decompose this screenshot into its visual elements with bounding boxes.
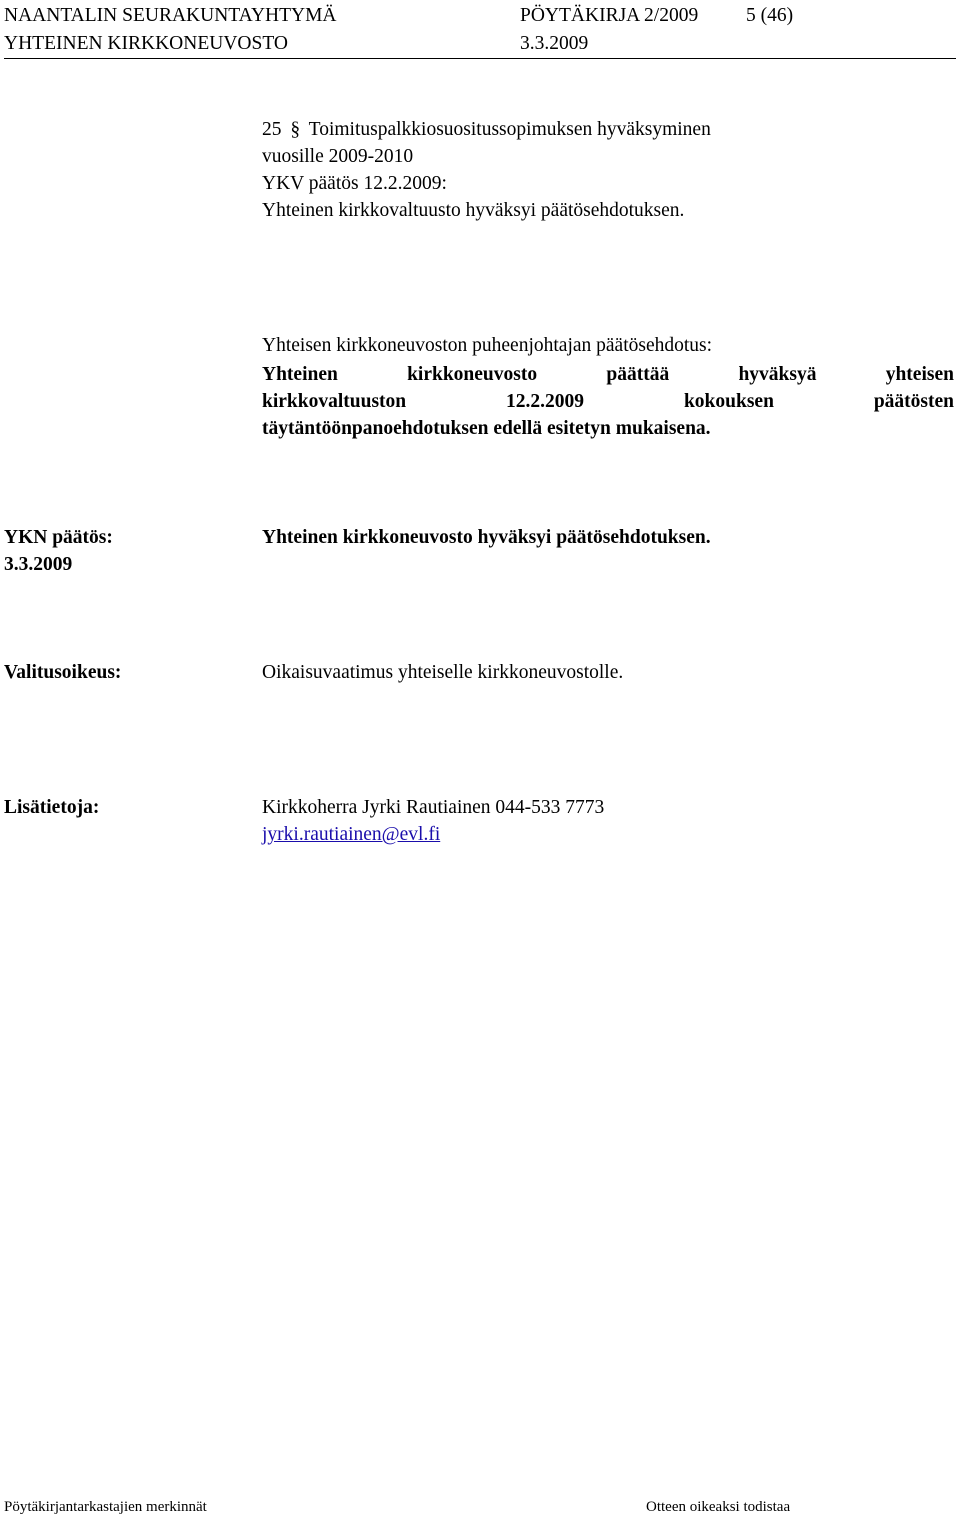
proposal-word: hyväksyä [738, 364, 817, 385]
header-rule [4, 58, 956, 59]
appeal-label: Valitusoikeus: [4, 662, 122, 683]
proposal-word: kirkkoneuvosto [407, 364, 538, 385]
proposal-line-2 [262, 388, 954, 415]
info-contact: Kirkkoherra Jyrki Rautiainen 044-533 7773 [262, 797, 605, 818]
proposal-line-3: täytäntöönpanoehdotuksen edellä esitetyn mukaisena. [262, 418, 711, 439]
decision-text: Yhteinen kirkkoneuvosto hyväksyi päätösehdotuksen. [262, 527, 711, 548]
info-label: Lisätietoja: [4, 797, 100, 818]
appeal-text: Oikaisuvaatimus yhteiselle kirkkoneuvostolle. [262, 662, 624, 683]
footer-left: Pöytäkirjantarkastajien merkinnät [4, 1499, 207, 1515]
proposal-word: yhteisen [885, 364, 954, 385]
header-date: 3.3.2009 [520, 33, 589, 54]
section-symbol: § [290, 119, 301, 140]
header-org: NAANTALIN SEURAKUNTAYHTYMÄ [4, 5, 337, 26]
proposal-heading: Yhteisen kirkkoneuvoston puheenjohtajan päätösehdotus: [262, 335, 713, 356]
info-email-link[interactable]: jyrki.rautiainen@evl.fi [262, 824, 441, 845]
footer-right: Otteen oikeaksi todistaa [646, 1499, 791, 1515]
proposal-word: 12.2.2009 [506, 391, 585, 412]
ykv-decision-label: YKV päätös 12.2.2009: [262, 173, 447, 194]
proposal-word: kokouksen [683, 391, 774, 412]
header-body-name: YHTEINEN KIRKKONEUVOSTO [4, 33, 288, 54]
header-page-number: 5 (46) [746, 5, 794, 26]
ykv-decision-text: Yhteinen kirkkovaltuusto hyväksyi päätösehdotuksen. [262, 200, 685, 221]
section-title-line2: vuosille 2009-2010 [262, 146, 414, 167]
proposal-word: kirkkovaltuuston [262, 391, 407, 412]
proposal-word: päättää [606, 364, 670, 385]
proposal-line-1 [262, 361, 954, 388]
section-title: Toimituspalkkiosuositussopimuksen hyväksyminen [308, 119, 711, 140]
decision-date: 3.3.2009 [4, 554, 73, 575]
section-heading [262, 116, 711, 143]
proposal-word: Yhteinen [262, 364, 338, 385]
proposal-word: päätösten [873, 391, 954, 412]
section-number: 25 [262, 119, 282, 140]
decision-label: YKN päätös: [4, 527, 113, 548]
header-doc-title: PÖYTÄKIRJA 2/2009 [520, 5, 699, 26]
